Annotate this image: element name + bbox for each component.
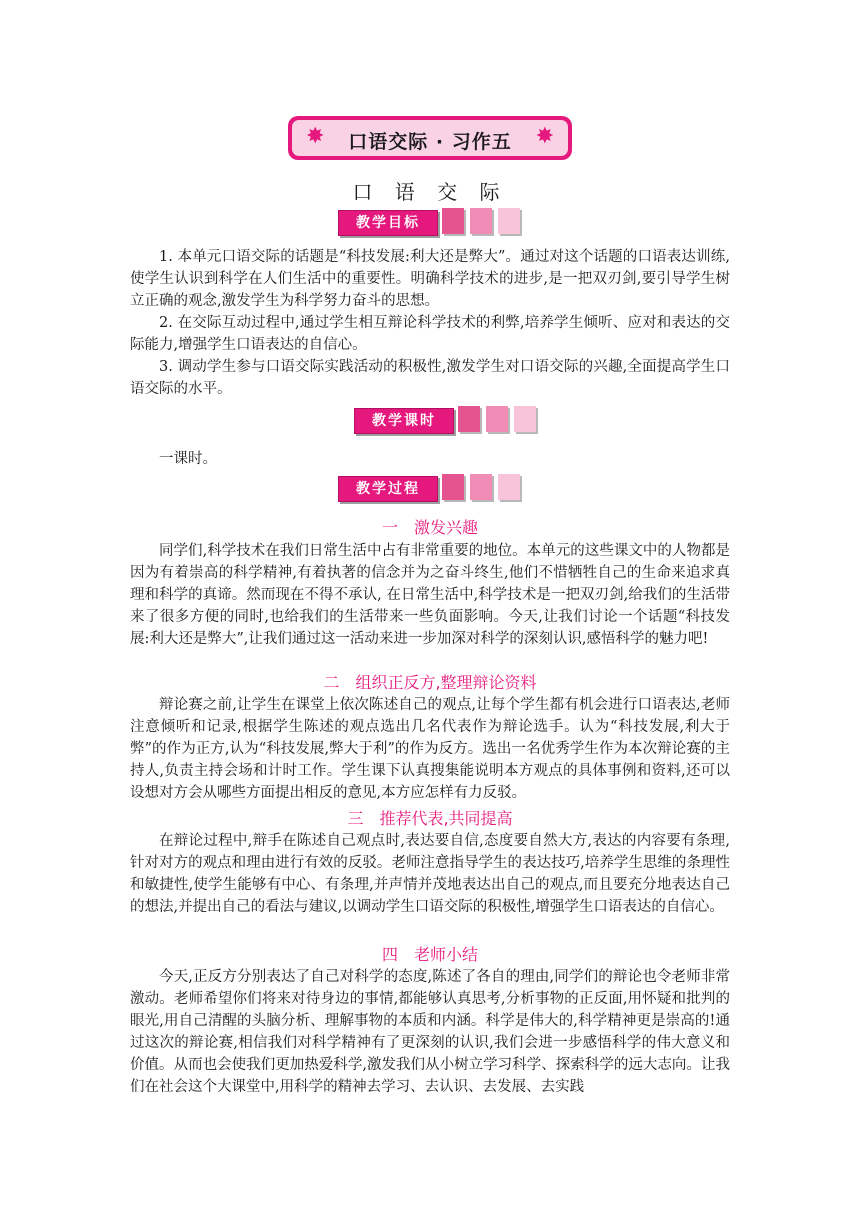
decor-square [442, 474, 464, 500]
process-text-4: 今天,正反方分别表达了自己对科学的态度,陈述了各自的理由,同学们的辩论也令老师非常激动。老师希望你们将来对待身边的事情,都能够认真思考,分析事物的正反面,用怀疑和批判的眼光,用自己清醒的头脑分析、理解事物的本质和内涵。科学是伟大的,科学精神更是崇高的!通过这次的辩论赛,相信我们对科学精神有了更深刻的认识,我们会进一步感悟科学的伟大意义和价值。从而也会使我们更加热爱科学,激发我们从小树立学习科学、探索科学的远大志向。让我们在社会这个大课堂中,用科学的精神去学习、去认识、去发展、去实践 [130, 969, 730, 1095]
decor-square [514, 406, 536, 432]
tag-process-label: 教学过程 [338, 476, 438, 502]
banner-inner [292, 120, 568, 156]
decor-square [486, 406, 508, 432]
process-heading-2: 二 组织正反方,整理辩论资料 [323, 673, 537, 692]
tag-goals-label: 教学目标 [338, 210, 438, 236]
process-heading-1: 一 激发兴趣 [381, 518, 478, 537]
process-text-1: 同学们,科学技术在我们日常生活中占有非常重要的地位。本单元的这些课文中的人物都是因为有着崇高的科学精神,有着执著的信念并为之奋斗终生,他们不惜牺牲自己的生命来追求真理和科学的真谛。然而现在不得不承认, 在日常生活中,科学技术是一把双刃剑,给我们的生活带来了很多方便的同时,也给我们的生活带来一些负面影响。今天,让我们讨论一个话题“科技发展:利大还是弊大”,让我们通过这一活动来进一步加深对科学的深刻认识,感悟科学的魅力吧! [130, 543, 730, 647]
decor-square [470, 474, 492, 500]
decor-square [498, 208, 520, 234]
decor-square [442, 208, 464, 234]
process-heading-3: 三 推荐代表,共同提高 [347, 809, 513, 828]
process-text-2: 辩论赛之前,让学生在课堂上依次陈述自己的观点,让每个学生都有机会进行口语表达,老师注意倾听和记录,根据学生陈述的观点选出几名代表作为辩论选手。认为“科技发展,利大于弊”的作为正方,认为“科技发展,弊大于利”的作为反方。选出一名优秀学生作为本次辩论赛的主持人,负责主持会场和计时工作。学生课下认真搜集能说明本方观点的具体事例和资料,还可以设想对方会从哪些方面提出相反的意见,本方应怎样有力反驳。 [130, 697, 730, 801]
goal-item-3: 3. 调动学生参与口语交际实践活动的积极性,激发学生对口语交际的兴趣,全面提高学生口语交际的水平。 [130, 359, 730, 397]
banner-title: 口语交际 · 习作五 [348, 131, 512, 153]
hours-text: 一课时。 [159, 451, 217, 467]
goal-item-2: 2. 在交际互动过程中,通过学生相互辩论科学技术的利弊,培养学生倾听、应对和表达的交际能力,增强学生口语表达的自信心。 [130, 315, 730, 353]
section-title: 口 语 交 际 [352, 180, 508, 204]
unit-banner [288, 116, 572, 160]
decor-square [458, 406, 480, 432]
star-right-icon: ✸ [535, 124, 554, 149]
process-heading-4: 四 老师小结 [381, 945, 478, 964]
process-text-3: 在辩论过程中,辩手在陈述自己观点时,表达要自信,态度要自然大方,表达的内容要有条理,针对对方的观点和理由进行有效的反驳。老师注意指导学生的表达技巧,培养学生思维的条理性和敏捷性,使学生能够有中心、有条理,并声情并茂地表达出自己的观点,而且要充分地表达自己的想法,并提出自己的看法与建议,以调动学生口语交际的积极性,增强学生口语表达的自信心。 [130, 833, 730, 915]
tag-hours-label: 教学课时 [354, 408, 454, 434]
decor-square [470, 208, 492, 234]
goal-item-1: 1. 本单元口语交际的话题是“科技发展:利大还是弊大”。通过对这个话题的口语表达训练,使学生认识到科学在人们生活中的重要性。明确科学技术的进步,是一把双刃剑,要引导学生树立正确的观念,激发学生为科学努力奋斗的思想。 [130, 249, 730, 309]
decor-square [498, 474, 520, 500]
star-left-icon: ✸ [306, 124, 325, 149]
